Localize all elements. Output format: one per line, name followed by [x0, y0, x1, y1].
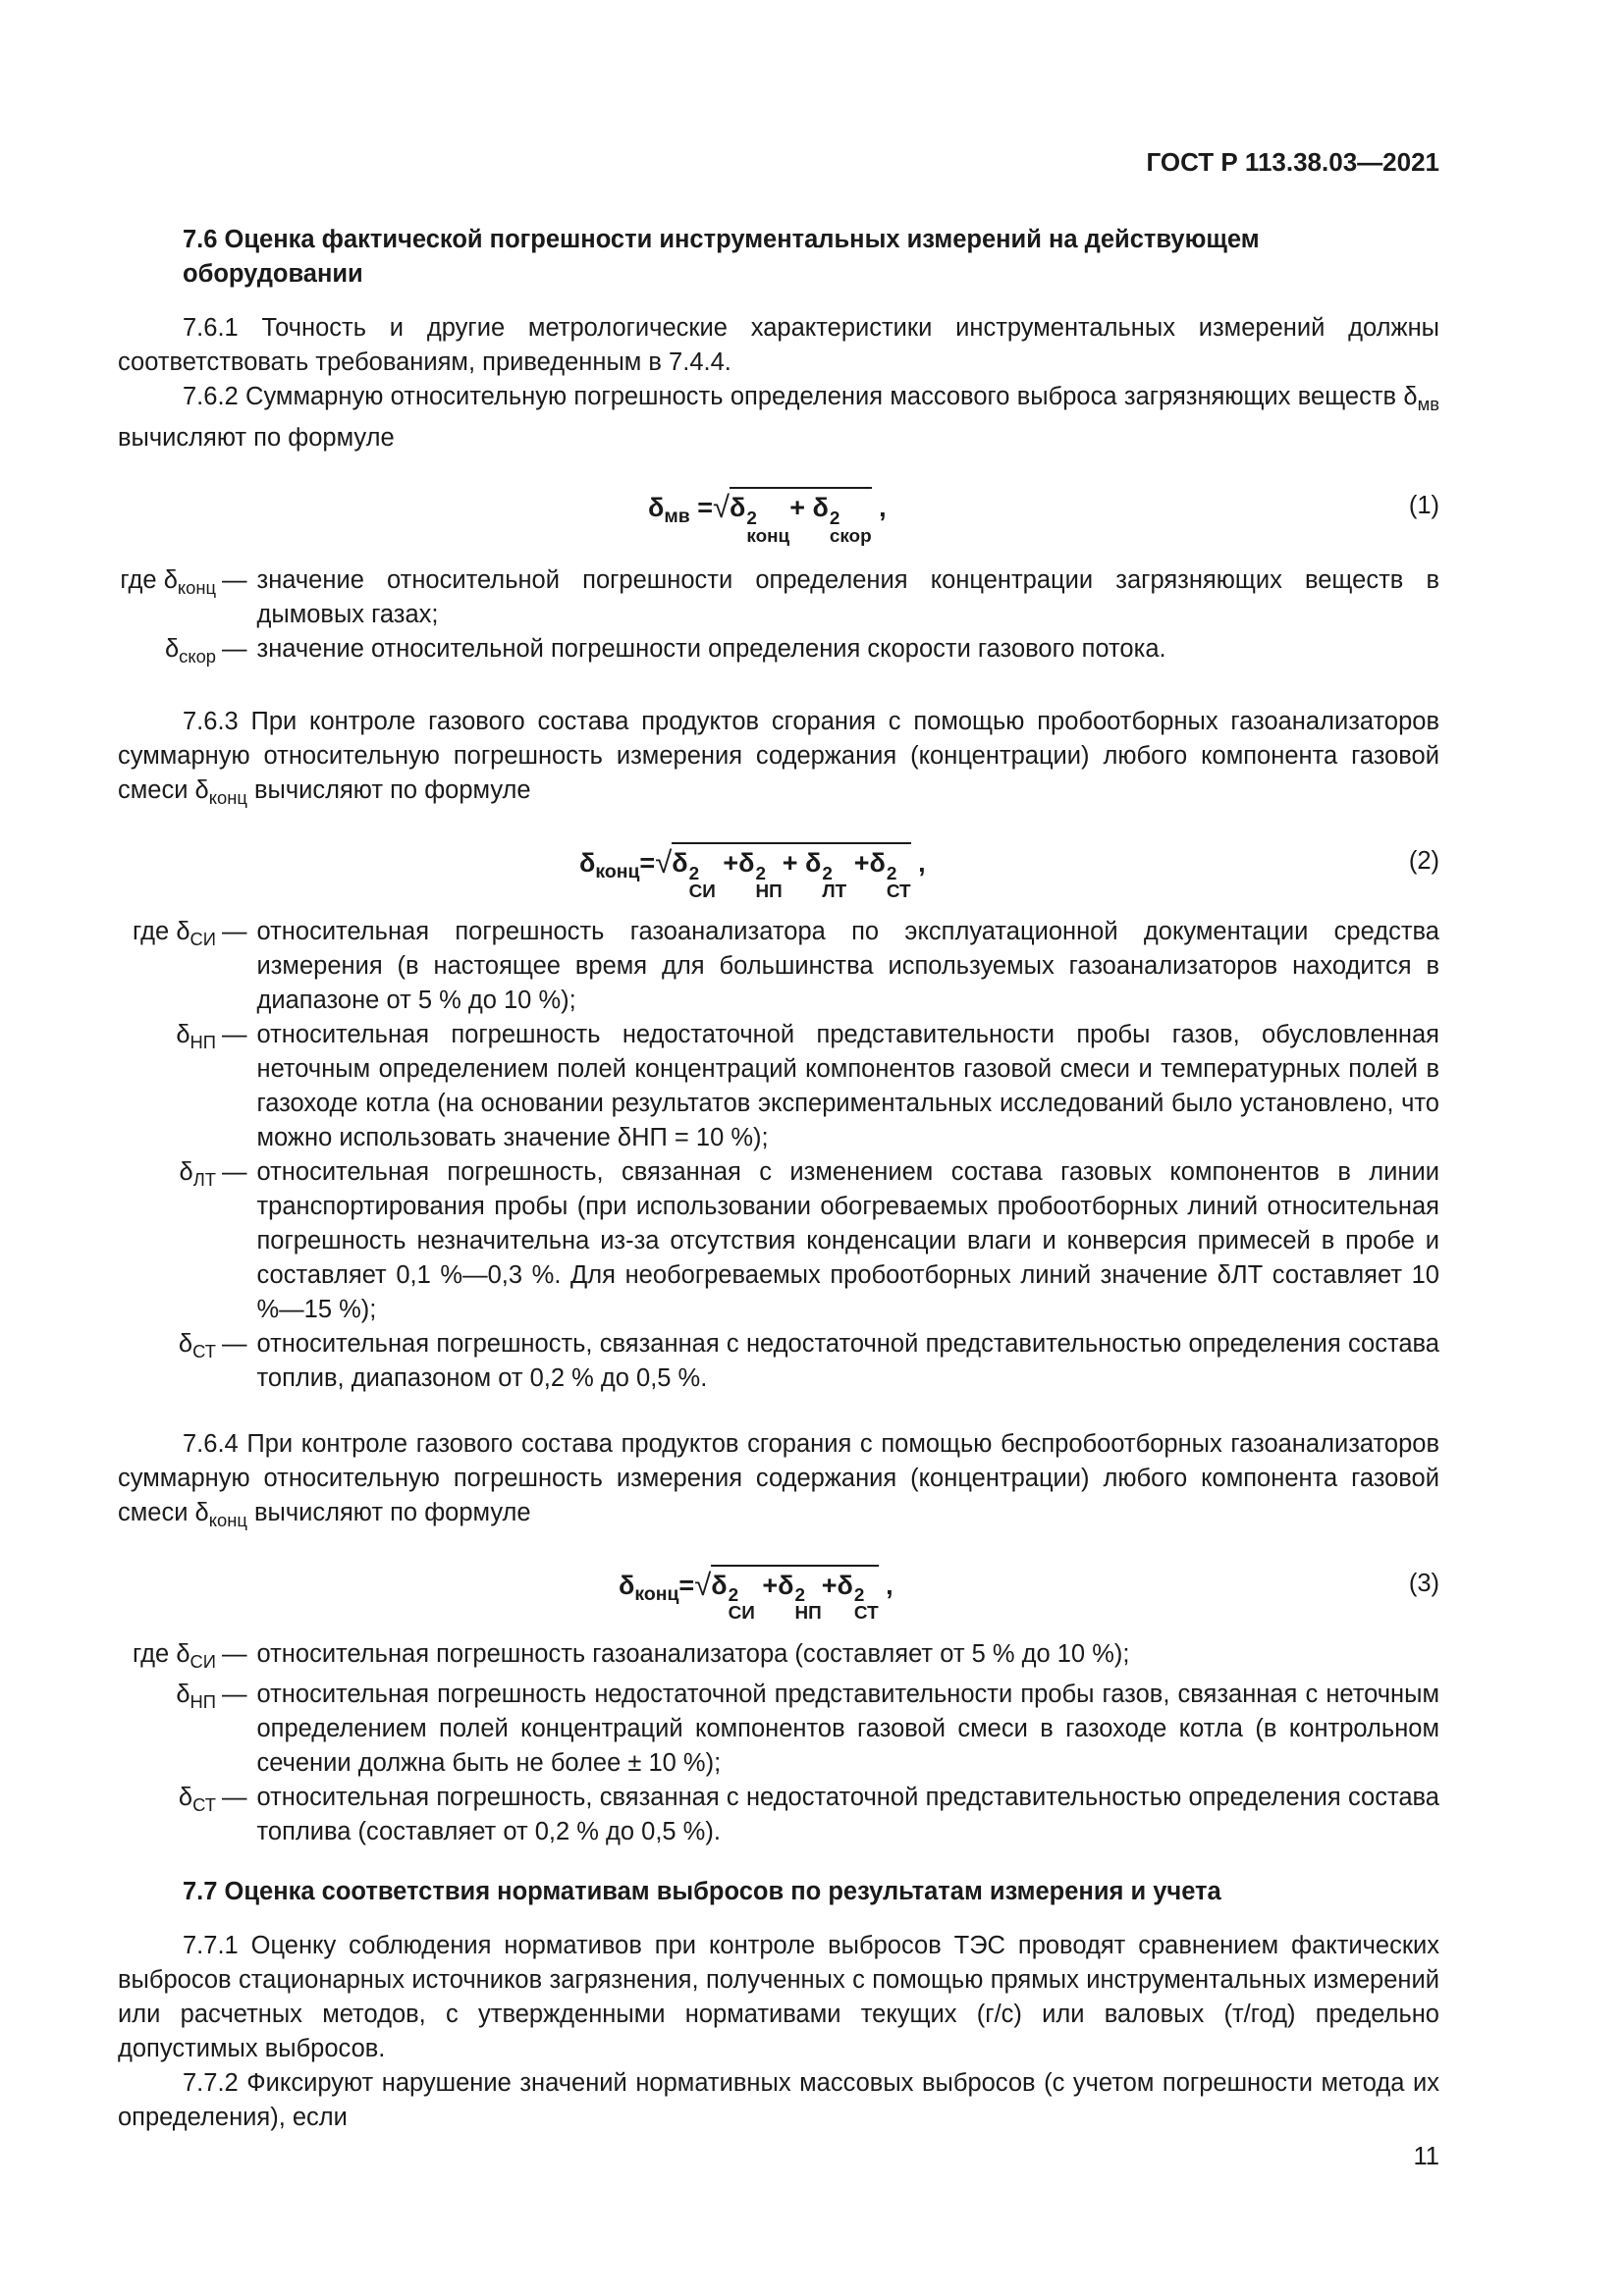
paragraph-7-7-2: 7.7.2 Фиксируют нарушение значений нормативных массовых выбросов (с учетом погрешности метода их определения), если [118, 2069, 1439, 2132]
page-content [118, 223, 1439, 2135]
definition-row: $\delta_{НП}$ — относительная погрешность недостаточной представительности пробы газов, обусловленная неточным определением полей концентраций компонентов газовой смеси и температурных полей в газоходе котла (на основании результатов экспериментальных исследований было установлено, что можно использовать значение δНП = 10 %); [176, 1020, 1439, 1151]
definition-row: где $\delta_{СИ}$ — относительная погрешность газоанализатора по эксплуатационной документации средства измерения (в настоящее время для большинства используемых газоанализаторов находится в диапазоне от 5 % до 10 %); [133, 917, 1439, 1014]
definitions-formula-1 [118, 563, 1439, 673]
formula-2-number: (2) [1408, 846, 1439, 875]
section-heading-7-7: 7.7 Оценка соответствия нормативам выбросов по результатам измерения и учета [183, 1878, 1221, 1906]
paragraph-7-6-1: 7.6.1 Точность и другие метрологические характеристики инструментальных измерений должны соответствовать требованиям, приведенным в 7.4.4. [118, 314, 1439, 376]
formula-3: $\delta_{конц}=√\delta$ 2 СИ +δ 2 НП +δ 2 СТ , (3) [118, 1555, 1439, 1620]
definitions-formula-3 [118, 1637, 1439, 1850]
definition-row: $\delta_{ЛТ}$ — относительная погрешность, связанная с изменением состава газовых компонентов в линии транспортирования пробы (при использовании обогреваемых пробоотборных линий относительная погрешность незначительна из-за отсутствия конденсации влаги и конверсия примесей в пробе и составляет 0,1 %—0,3 %. Для необогреваемых пробоотборных линий значение δЛТ составляет 10 %—15 %); [179, 1157, 1439, 1323]
definition-row: где $\delta_{конц}$ — значение относительной погрешности определения концентрации загрязняющих веществ в дымовых газах; [120, 565, 1439, 628]
formula-3-number: (3) [1408, 1569, 1439, 1597]
formula-2: $\delta_{конц}=√\delta$ 2 СИ +δ 2 НП + δ 2 ЛТ +δ 2 СТ , (2) [118, 832, 1439, 897]
formula-1-number: (1) [1408, 491, 1439, 519]
definition-row: $\delta_{СТ}$ — относительная погрешность, связанная с недостаточной представительностью определения состава топлива (составляет от 0,2 % до 0,5 %). [178, 1784, 1439, 1846]
document-code: ГОСТ Р 113.38.03—2021 [1146, 147, 1439, 177]
definition-row: где $\delta_{СИ}$ — относительная погрешность газоанализатора (составляет от 5 % до 10 %); [133, 1639, 1130, 1672]
definitions-formula-2 [118, 915, 1439, 1396]
paragraph-7-6-2: 7.6.2 Суммарную относительную погрешность определения массового выброса загрязняющих веществ $\delta_{мв}$ вычисляют по формуле [118, 383, 1439, 452]
definition-row: $\delta_{скор}$ — значение относительной погрешности определения скорости газового потока. [164, 634, 1166, 667]
formula-1: $\delta_{мв} =√\delta$ 2 конц + δ 2 скор , (1) [118, 477, 1439, 542]
page-number: 11 [1413, 2143, 1439, 2170]
section-heading-7-6: 7.6 Оценка фактической погрешности инструментальных измерений на действующем оборудовании [183, 226, 1260, 288]
paragraph-7-6-3: 7.6.3 При контроле газового состава продуктов сгорания с помощью пробоотборных газоанализаторов суммарную относительную погрешность измерения содержания (концентрации) любого компонента газовой смеси $\delta_{конц}$ вычисляют по формуле [118, 707, 1439, 808]
definition-row: $\delta_{НП}$ — относительная погрешность недостаточной представительности пробы газов, связанная с неточным определением полей концентраций компонентов газовой смеси в газоходе котла (в контрольном сечении должна быть не более ± 10 %); [176, 1681, 1439, 1778]
paragraph-7-6-4: 7.6.4 При контроле газового состава продуктов сгорания с помощью беспробоотборных газоанализаторов суммарную относительную погрешность измерения содержания (концентрации) любого компонента газовой смеси $\delta_{конц}$ вычисляют по формуле [118, 1429, 1439, 1530]
definition-row: $\delta_{СТ}$ — относительная погрешность, связанная с недостаточной представительностью определения состава топлив, диапазоном от 0,2 % до 0,5 %. [178, 1329, 1439, 1392]
paragraph-7-7-1: 7.7.1 Оценку соблюдения нормативов при контроле выбросов ТЭС проводят сравнением фактических выбросов стационарных источников загрязнения, полученных с помощью прямых инструментальных измерений или расчетных методов, с утвержденными нормативами текущих (г/с) или валовых (т/год) предельно допустимых выбросов. [118, 1932, 1439, 2063]
